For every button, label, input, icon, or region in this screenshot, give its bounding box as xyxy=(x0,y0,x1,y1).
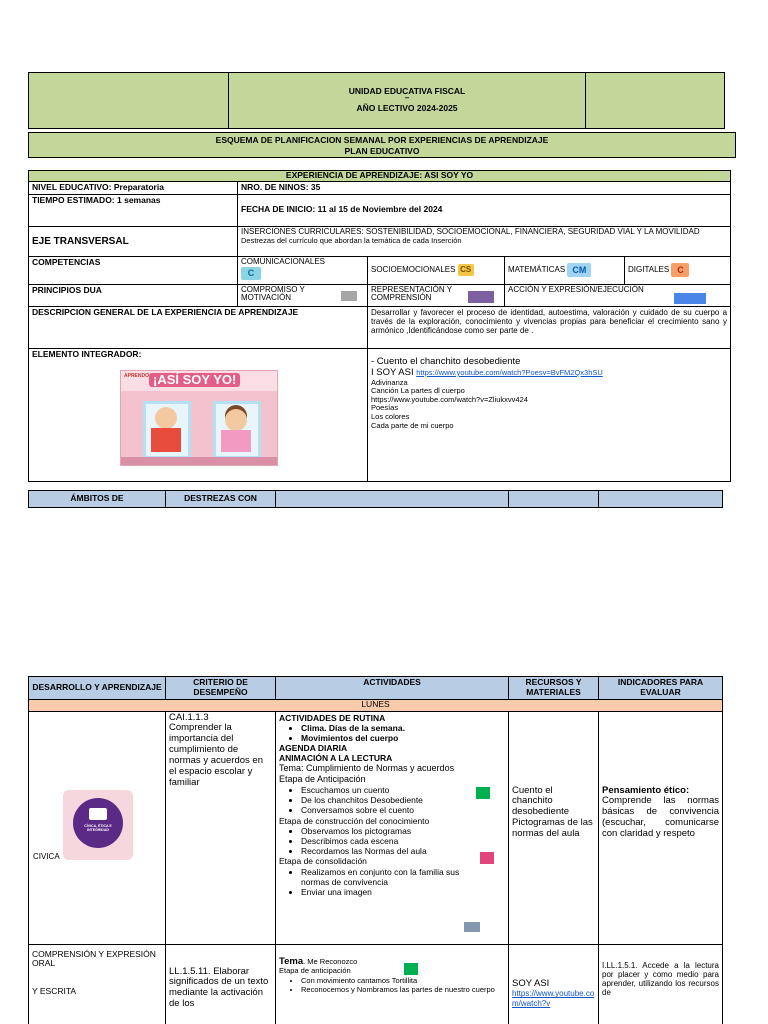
indicadores-lunes-2: I.LL.1.5.1. Accede a la lectura por placer y como medio para aprender, utilizando los recursos de xyxy=(599,944,723,1024)
ind-title: Pensamiento ético: xyxy=(602,784,690,796)
eje-transversal-cell xyxy=(238,226,731,256)
scheme-subtitle: PLAN EDUCATIVO xyxy=(344,146,420,156)
act-animacion: ANIMACIÓN A LA LECTURA xyxy=(279,753,393,764)
descripcion-label: DESCRIPCION GENERAL DE LA EXPERIENCIA DE APRENDIZAJE xyxy=(29,306,368,348)
act-etapa-construccion: Etapa de construcción del conocimiento xyxy=(279,815,430,826)
logo-cell xyxy=(29,73,229,129)
boy-body xyxy=(151,428,181,452)
comunicacional-icon: C xyxy=(241,267,261,280)
school-small: "" xyxy=(404,97,410,103)
act-b1: • Clima. Días de la semana. xyxy=(301,723,505,733)
indicadores-lunes-1 xyxy=(599,711,723,944)
act-e3-1: • Realizamos en conjunto con la familia sus normas de convivencia xyxy=(301,867,475,887)
comp-matematicas xyxy=(505,256,625,284)
banner-small-text: APRENDO xyxy=(124,372,150,379)
soy-asi-link[interactable]: https://www.youtube.com/watch?Poesv=BvFM2Qx3hSU xyxy=(416,367,603,377)
act-e2-3: • Recordamos las Normas del aula xyxy=(301,846,505,856)
act-e1-1: • Escuchamos un cuento xyxy=(301,785,505,795)
girl-illustration xyxy=(225,409,247,431)
dua-3-label: ACCIÓN Y EXPRESIÓN/EJECUCIÓN xyxy=(508,284,644,294)
elem-item-4: Canción La partes dl cuerpo xyxy=(371,386,465,396)
school-year: AÑO LECTIVO 2024-2025 xyxy=(356,103,458,113)
scheme-bar xyxy=(28,132,736,158)
digitales-icon: C xyxy=(671,263,689,277)
info-table xyxy=(28,170,731,482)
boy-illustration xyxy=(155,407,177,429)
ambitos-header: ÁMBITOS DE xyxy=(29,491,166,508)
pink-marker xyxy=(480,852,494,864)
criterio-ll1511: LL.1.5.11. Elaborar significados de un texto mediante la activación de los xyxy=(166,944,276,1024)
recurso-soy-asi: SOY ASI xyxy=(512,977,550,989)
elemento-integrador-label: ELEMENTO INTEGRADOR: xyxy=(32,348,142,359)
page1-bottom-headers xyxy=(28,490,723,508)
act-b2: • Movimientos del cuerpo xyxy=(301,733,505,743)
elem-item-2 xyxy=(371,368,727,379)
ambito-comprension-2: Y ESCRITA xyxy=(32,986,77,997)
eje-sub: Destrezas del currículo que abordan la temática de cada Inserción xyxy=(241,235,462,245)
girl-body xyxy=(221,430,251,452)
day-lunes: LUNES xyxy=(29,699,723,711)
gray-swatch xyxy=(341,291,357,301)
act-e1-3: • Conversamos sobre el cuento xyxy=(301,805,505,815)
dua-2-label: REPRESENTACIÓN Y COMPRENSIÓN xyxy=(371,284,452,302)
flag-icon xyxy=(89,808,107,820)
recursos-lunes-2 xyxy=(509,944,599,1024)
ambito-civica-label: CIVICA xyxy=(33,851,60,861)
civica-badge-text: CÍVICA, ÉTICA E INTEGRIDAD xyxy=(84,823,112,832)
act2-etapa: Etapa de anticipación xyxy=(279,966,351,976)
green-marker xyxy=(476,787,490,799)
descripcion-text: Desarrollar y favorecer el proceso de identidad, autoestima, valoración y cuidado de su cuerpo a través de la exploración, conocimiento y vivencias propias para beneficiar el crecimiento sano y armónico ,Identificándose como ser parte de . xyxy=(368,306,731,348)
scheme-title: ESQUEMA DE PLANIFICACION SEMANAL POR EXPERIENCIAS DE APRENDIZAJE xyxy=(215,135,549,145)
destrezas-header: DESTREZAS CON xyxy=(166,491,276,508)
plan-table xyxy=(28,676,723,1024)
act2-b1: • Con movimiento cantamos Tortillita xyxy=(301,976,497,985)
ind-text: Comprende las normas básicas de convivencia (escuchar, comunicarse con claridad y respeto xyxy=(602,795,719,840)
socioemocional-icon: CS xyxy=(458,264,474,276)
act-e1-2: • De los chanchitos Desobediente xyxy=(301,795,505,805)
comp-socio-label: SOCIOEMOCIONALES xyxy=(371,265,456,275)
comp-socioemocionales xyxy=(368,256,505,284)
purple-swatch xyxy=(468,291,494,303)
school-cell xyxy=(229,73,586,129)
empty-header-3 xyxy=(599,491,723,508)
eje-transversal-label: EJE TRANSVERSAL xyxy=(29,226,238,256)
floor xyxy=(121,457,277,465)
nivel-educativo: NIVEL EDUCATIVO: Preparatoria xyxy=(29,182,238,195)
act-e3-2: • Enviar una imagen xyxy=(301,887,475,897)
act-agenda: AGENDA DIARIA xyxy=(279,743,348,754)
dua-accion xyxy=(505,284,731,306)
elem-item-3: Adivinanza xyxy=(371,377,408,387)
act-e2-2: • Describimos cada escena xyxy=(301,836,505,846)
elem-item-6: Poesías xyxy=(371,403,399,413)
comp-com-label: COMUNICACIONALES xyxy=(241,256,326,266)
plan-header-actividades: ACTIVIDADES xyxy=(276,677,509,700)
school-name: UNIDAD EDUCATIVA FISCAL xyxy=(348,86,466,97)
recurso-link[interactable]: https://www.youtube.com/watch?v xyxy=(512,989,595,1008)
green-marker-2 xyxy=(404,963,418,975)
plan-header-indicadores: INDICADORES PARA EVALUAR xyxy=(599,677,723,700)
elem-item-7: Los colores xyxy=(371,412,410,422)
recursos-lunes-1: Cuento el chanchito desobediente Pictogramas de las normas del aula xyxy=(509,711,599,944)
act-tema: Tema: Cumplimiento de Normas y acuerdos xyxy=(279,763,455,774)
elem-item-1: - Cuento el chanchito desobediente xyxy=(371,355,521,367)
plan-header-desarrollo: DESARROLLO Y APRENDIZAJE xyxy=(29,677,166,700)
slate-marker xyxy=(464,922,480,932)
act2-b2: • Reconocemos y Nombramos las partes de nuestro cuerpo xyxy=(301,985,497,994)
dua-compromiso xyxy=(238,284,368,306)
fecha-inicio: FECHA DE INICIO: 11 al 15 de Noviembre del 2024 xyxy=(238,194,731,226)
act-e2-1: • Observamos los pictogramas xyxy=(301,826,505,836)
ambito-civica-cell xyxy=(29,711,166,944)
nro-ninos: NRO. DE NINOS: 35 xyxy=(238,182,731,195)
actividades-lunes-1 xyxy=(276,711,509,944)
comp-comunicacionales xyxy=(238,256,368,284)
header-right-cell xyxy=(586,73,725,129)
elem-2-text: I SOY ASI xyxy=(371,366,417,378)
civica-badge-icon xyxy=(63,790,133,860)
act2-tema: . Me Reconozco xyxy=(303,956,358,966)
elemento-integrador-list xyxy=(368,348,731,481)
act-rutina: ACTIVIDADES DE RUTINA xyxy=(279,712,386,723)
ambito-comprension-1: COMPRENSIÓN Y EXPRESIÓN ORAL xyxy=(32,948,156,969)
dua-representacion xyxy=(368,284,505,306)
comp-mat-label: MATEMÁTICAS xyxy=(508,265,566,275)
experience-title: EXPERIENCIA DE APRENDIZAJE: ASI SOY YO xyxy=(29,171,731,182)
blue-swatch xyxy=(674,293,706,304)
empty-header-2 xyxy=(509,491,599,508)
competencias-label: COMPETENCIAS xyxy=(29,256,238,284)
comp-digitales xyxy=(625,256,731,284)
plan-header-criterio: CRITERIO DE DESEMPEÑO xyxy=(166,677,276,700)
act-etapa-consolidacion: Etapa de consolidación xyxy=(279,856,367,867)
dua-label: PRINCIPIOS DUA xyxy=(29,284,238,306)
actividades-lunes-2 xyxy=(276,944,509,1024)
header-table xyxy=(28,72,725,129)
ambito-comprension-cell xyxy=(29,944,166,1024)
criterio-cai113: CAI.1.1.3 Comprender la importancia del cumplimiento de normas y acuerdos en el espacio escolar y familiar xyxy=(166,711,276,944)
elem-item-5[interactable]: https://www.youtube.com/watch?v=Zliukxvv424 xyxy=(371,394,528,404)
plan-header-recursos: RECURSOS Y MATERIALES xyxy=(509,677,599,700)
empty-header-1 xyxy=(276,491,509,508)
act2-tema-label: Tema xyxy=(279,955,304,967)
tiempo-estimado: TIEMPO ESTIMADO: 1 semanas xyxy=(29,194,238,226)
elem-item-8: Cada parte de mi cuerpo xyxy=(371,420,454,430)
banner-title: ¡ASÍ SOY YO! xyxy=(149,373,240,388)
act-etapa-anticipacion: Etapa de Anticipación xyxy=(279,774,366,785)
asi-soy-yo-banner xyxy=(120,370,278,466)
elemento-integrador-cell xyxy=(29,348,368,481)
eje-text: INSERCIONES CURRICULARES: SOSTENIBILIDAD, SOCIOEMOCIONAL, FINANCIERA, SEGURIDAD VIAL Y LA MOVILIDAD xyxy=(241,226,700,236)
comp-dig-label: DIGITALES xyxy=(628,265,670,275)
badge-circle xyxy=(73,798,123,848)
matematicas-icon: CM xyxy=(567,263,591,277)
dua-1-label: COMPROMISO Y MOTIVACIÓN xyxy=(241,284,305,302)
